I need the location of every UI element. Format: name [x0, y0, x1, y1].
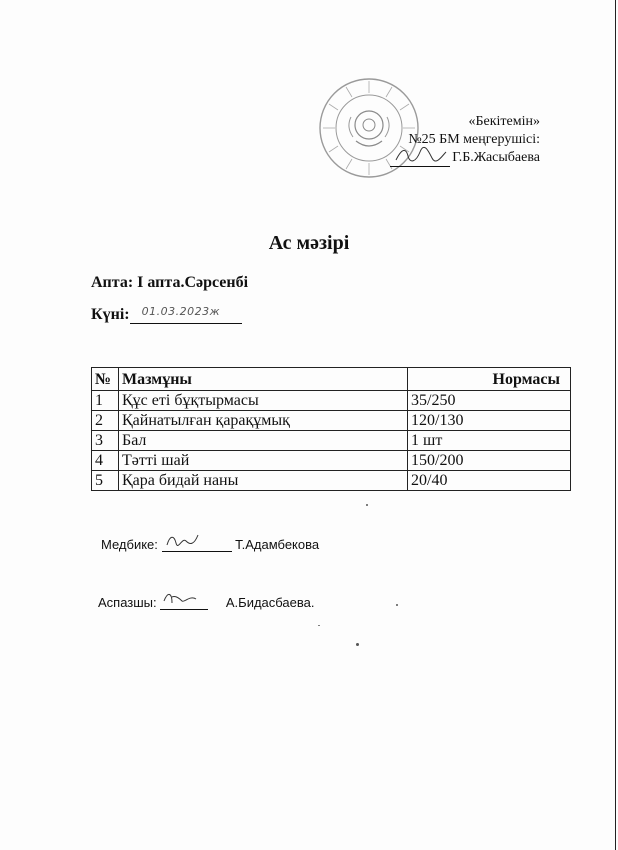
table-row — [92, 391, 571, 411]
date-field — [130, 307, 242, 324]
row-name: Қайнатылған қарақұмық — [119, 411, 408, 431]
row-norm: 1 шт — [408, 431, 571, 451]
row-norm: 20/40 — [408, 471, 571, 491]
date-value: 01.03.2023ж — [141, 305, 220, 318]
approval-block — [380, 113, 540, 167]
week-label: Апта: I апта.Сәрсенбі — [91, 274, 249, 291]
header-content: Мазмұны — [119, 368, 408, 391]
row-norm: 150/200 — [408, 451, 571, 471]
head-position: №25 БМ меңгерушісі: — [408, 132, 540, 147]
table-row — [92, 471, 571, 491]
speck-mark — [366, 504, 368, 506]
approval-heading: «Бекітемін» — [468, 114, 540, 129]
row-number: 3 — [92, 431, 119, 451]
cook-signature — [160, 595, 208, 610]
row-norm: 35/250 — [408, 391, 571, 411]
cook-name: А.Бидасбаева. — [225, 595, 315, 610]
nurse-name: Т.Адамбекова — [235, 537, 320, 552]
table-row — [92, 431, 571, 451]
row-name: Бал — [119, 431, 408, 451]
cook-signature-icon — [162, 589, 202, 607]
row-name: Құс еті бұқтырмасы — [119, 391, 408, 411]
cook-signature-row — [98, 595, 315, 610]
nurse-signature — [162, 537, 232, 552]
date-line — [91, 306, 242, 324]
row-name: Қара бидай наны — [119, 471, 408, 491]
row-number: 2 — [92, 411, 119, 431]
speck-mark — [356, 643, 359, 646]
row-number: 5 — [92, 471, 119, 491]
nurse-signature-row — [101, 537, 319, 552]
menu-table — [91, 367, 571, 491]
row-name: Тәтті шай — [119, 451, 408, 471]
date-label: Күні: — [91, 306, 130, 323]
speck-mark — [396, 604, 398, 606]
table-row — [92, 451, 571, 471]
row-number: 4 — [92, 451, 119, 471]
row-norm: 120/130 — [408, 411, 571, 431]
head-signature-icon — [392, 146, 448, 164]
nurse-signature-icon — [164, 531, 204, 549]
row-number: 1 — [92, 391, 119, 411]
nurse-label: Медбике: — [101, 537, 158, 552]
head-signature — [390, 154, 450, 167]
cook-label: Аспазшы: — [98, 595, 157, 610]
speck-mark — [318, 625, 320, 626]
head-name: Г.Б.Жасыбаева — [452, 150, 540, 165]
table-header-row — [92, 368, 571, 391]
header-number: № — [92, 368, 119, 391]
header-norm: Нормасы — [408, 368, 571, 391]
page-edge — [615, 0, 616, 850]
page-title: Ас мәзірі — [268, 232, 350, 254]
table-row — [92, 411, 571, 431]
head-name-row — [380, 149, 540, 167]
